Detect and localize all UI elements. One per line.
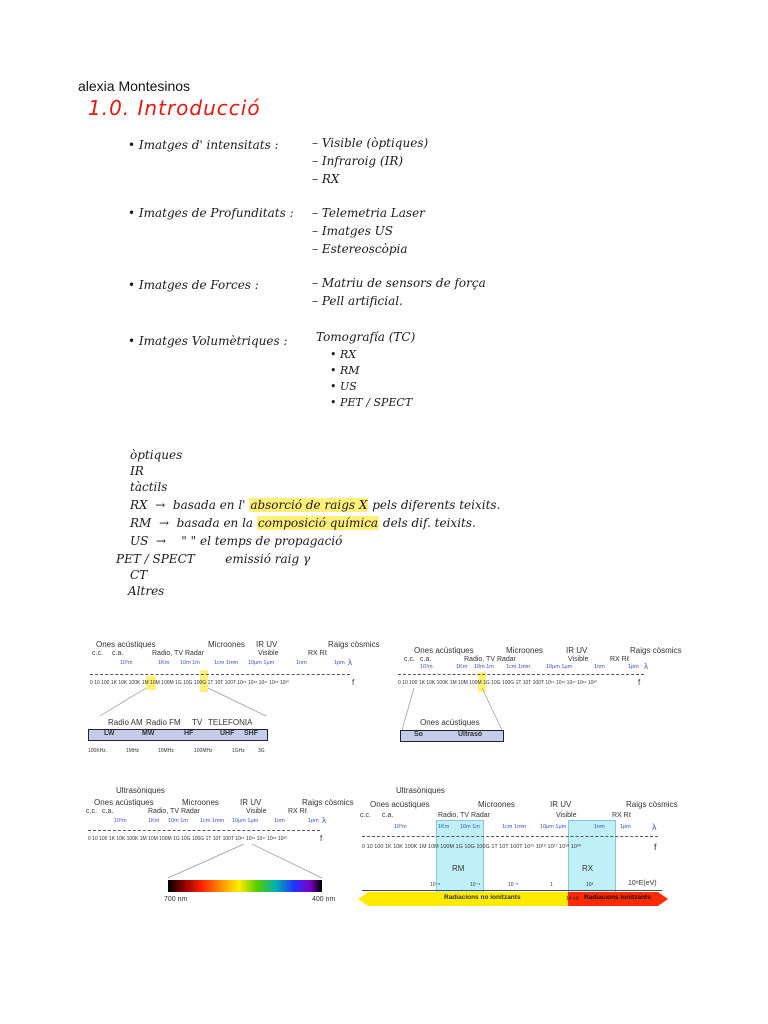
list-item: • RX bbox=[330, 348, 357, 361]
list-item: – Telemetria Laser bbox=[312, 206, 425, 220]
note-line: Altres bbox=[128, 584, 165, 598]
list-item: • RM bbox=[330, 364, 360, 377]
category-label: • Imatges de Profunditats : bbox=[128, 206, 294, 220]
category-label: • Imatges Volumètriques : bbox=[128, 334, 288, 348]
list-item: – Imatges US bbox=[312, 224, 394, 238]
list-item: Tomografía (TC) bbox=[316, 330, 416, 344]
list-item: – Matriu de sensors de força bbox=[312, 276, 486, 290]
category-label: • Imatges de Forces : bbox=[128, 278, 259, 292]
spectrum-figure-1: Ones acústiques Microones IR UV Raigs còsmics c.c. c.a. Radio, TV Radar Visible RX Rℓ 10²m 1Km 10m 1m 1cm 1mm 10μm 1μm 1nm 1pm λ 0 10 100 1K 10K 100K 1M 10M 100M 1G 10G 100G 1T 10T 100T 10¹⁵ 10¹⁶ 10¹⁷ 10¹⁸ 10²⁰ f Radio AM Radio FM TV TELEFONIA LW MW HF UHF SHF 100KHz. 1MHz 10MHz 100MHz 1GHz 3G bbox=[88, 640, 380, 754]
note-line: RX → basada en l' absorció de raigs X pels diferents teixits. bbox=[130, 498, 501, 512]
note-line: IR bbox=[130, 464, 144, 478]
list-item: – Infraroig (IR) bbox=[312, 154, 404, 168]
list-item: – Visible (òptiques) bbox=[312, 136, 429, 150]
note-line: US → " " el temps de propagació bbox=[130, 534, 343, 548]
spectrum-figure-4: Ultrasòniques Ones acústiques Microones IR UV Raigs còsmics c.c. c.a. Radio, TV Radar Visible RX Rℓ 10²m 1Km 10m 1m 1cm 1mm 10μm 1μm 1nm 1pm λ 0 10 100 1K 10K 100K 1M 10M 100M 1G 10G 100G 1T 10T 100T 10¹⁵ 10¹⁶ 10¹⁷ 10¹⁸ 10²⁰ f RM RX 10⁻⁸ 10⁻⁶ 10⁻³ 1 10³ 10⁸E(eV) Radiacions no ionitzants 14 eV Radiacions ionitzants bbox=[358, 784, 686, 912]
note-line: PET / SPECT emissió raig γ bbox=[116, 552, 311, 566]
note-line: RM → basada en la composició química dels dif. teixits. bbox=[130, 516, 476, 530]
list-item: • US bbox=[330, 380, 357, 393]
note-line: CT bbox=[130, 568, 148, 582]
note-line: tàctils bbox=[130, 480, 168, 494]
spectrum-figure-2: Ones acústiques Microones IR UV Raigs còsmics c.c. c.a. Radio, TV Radar Visible RX Rℓ 10²m 1Km 10m 1m 1cm 1mm 10μm 1μm 1nm 1pm λ 0 10 100 1K 10K 100K 1M 10M 100M 1G 10G 100G 1T 10T 100T 10¹⁵ 10¹⁶ 10¹⁷ 10¹⁸ 10²⁰ f Ones acústiques So Ultrasò bbox=[394, 644, 684, 744]
list-item: – RX bbox=[312, 172, 340, 186]
section-title: 1.0. Introducció bbox=[88, 96, 261, 120]
spectrum-figure-3: Ultrasòniques Ones acústiques Microones IR UV Raigs còsmics c.c. c.a. Radio, TV Radar Visible RX Rℓ 10²m 1Km 10m 1m 1cm 1mm 10μm 1μm 1nm 1pm λ 0 10 100 1K 10K 100K 1M 10M 100M 1G 10G 100G 1T 10T 100T 10¹⁵ 10¹⁶ 10¹⁷ 10¹⁸ 10²⁰ f 700 nm 400 nm bbox=[86, 786, 354, 903]
list-item: – Pell artificial. bbox=[312, 294, 403, 308]
category-label: • Imatges d' intensitats : bbox=[128, 138, 279, 152]
list-item: – Estereoscòpia bbox=[312, 242, 408, 256]
list-item: • PET / SPECT bbox=[330, 396, 413, 409]
note-line: òptiques bbox=[130, 448, 183, 462]
author-name: alexia Montesinos bbox=[78, 78, 191, 94]
